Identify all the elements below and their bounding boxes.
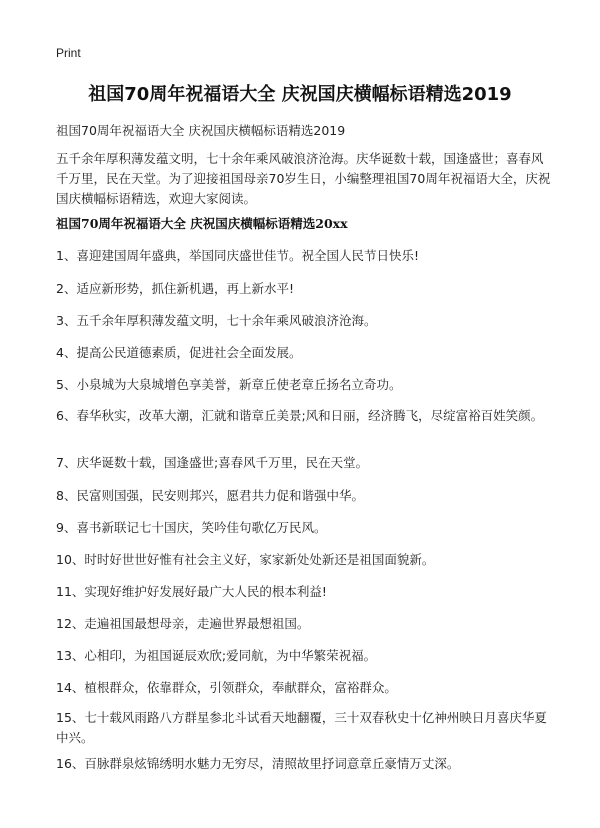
list-item: 12、走遍祖国最想母亲，走遍世界最想祖国。 bbox=[56, 616, 310, 631]
list-item: 6、春华秋实，改革大潮，汇就和谐章丘美景;风和日丽，经济腾飞，尽绽富裕百姓笑颜。 bbox=[56, 408, 544, 423]
section-heading: 祖国70周年祝福语大全 庆祝国庆横幅标语精选20xx bbox=[56, 216, 348, 231]
list-item: 10、时时好世世好惟有社会主义好，家家新处处新还是祖国面貌新。 bbox=[56, 552, 435, 567]
list-item: 8、民富则国强，民安则邦兴，愿君共力促和谐强中华。 bbox=[56, 488, 364, 503]
list-item: 13、心相印，为祖国诞辰欢欣;爱同航，为中华繁荣祝福。 bbox=[56, 648, 377, 663]
article-subtitle: 祖国70周年祝福语大全 庆祝国庆横幅标语精选2019 bbox=[56, 123, 346, 138]
list-item: 7、庆华诞数十载，国逢盛世;喜春风千万里，民在天堂。 bbox=[56, 455, 369, 470]
page-title: 祖国70周年祝福语大全 庆祝国庆横幅标语精选2019 bbox=[88, 84, 512, 105]
list-item: 2、适应新形势，抓住新机遇，再上新水平! bbox=[56, 281, 294, 296]
intro-paragraph: 五千余年厚积薄发蕴文明，七十余年乘风破浪济沧海。庆华诞数十载，国逢盛世；喜春风千万里，民在天堂。为了迎接祖国母亲70岁生日，小编整理祖国70周年祝福语大全，庆祝国庆横幅标语精选，欢迎大家阅读。 bbox=[56, 151, 551, 206]
print-link[interactable]: Print bbox=[56, 46, 81, 60]
list-item: 11、实现好维护好发展好最广大人民的根本利益! bbox=[56, 584, 327, 599]
list-item: 15、七十载风雨路八方群星参北斗试看天地翻覆，三十双春秋史十亿神州映日月喜庆华夏中兴。 bbox=[56, 710, 547, 745]
list-item: 4、提高公民道德素质，促进社会全面发展。 bbox=[56, 345, 302, 360]
list-item: 14、植根群众，依靠群众，引领群众，奉献群众，富裕群众。 bbox=[56, 680, 397, 695]
list-item: 9、喜书新联记七十国庆，笑吟佳句歌亿万民风。 bbox=[56, 520, 327, 535]
list-item: 5、小泉城为大泉城增色享美誉，新章丘使老章丘扬名立奇功。 bbox=[56, 377, 402, 392]
list-item: 1、喜迎建国周年盛典，举国同庆盛世佳节。祝全国人民节日快乐! bbox=[56, 248, 419, 263]
list-item: 16、百脉群泉炫锦绣明水魅力无穷尽，清照故里抒词意章丘豪情万丈深。 bbox=[56, 756, 460, 771]
list-item: 3、五千余年厚积薄发蕴文明，七十余年乘风破浪济沧海。 bbox=[56, 313, 377, 328]
